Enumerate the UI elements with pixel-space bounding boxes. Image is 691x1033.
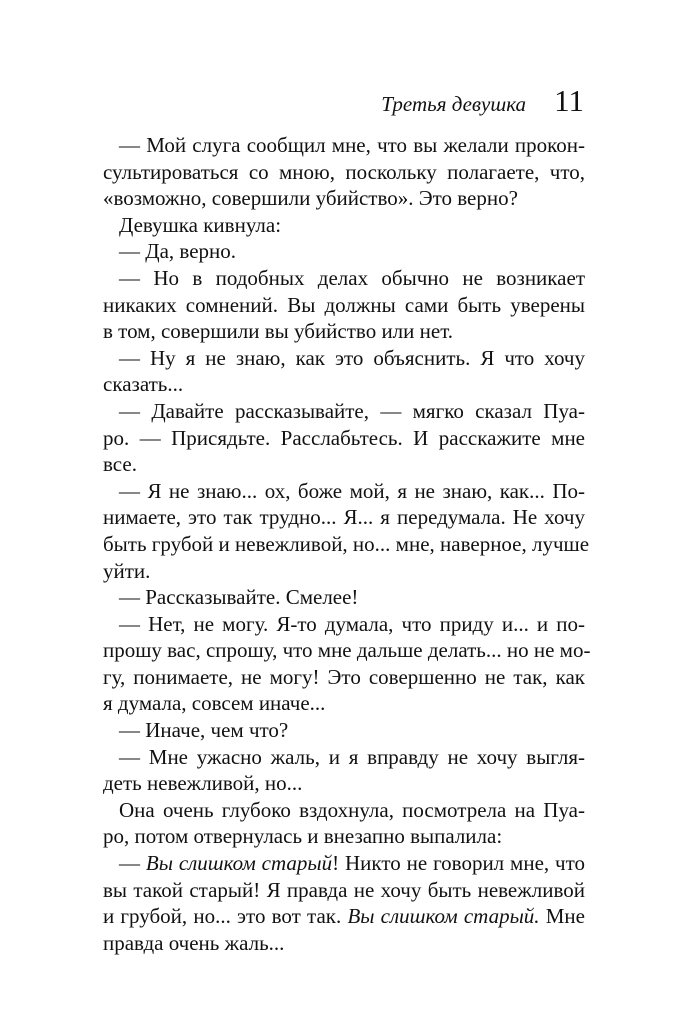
paragraph [103,132,585,212]
paragraph [103,212,585,239]
text-line: — Рассказывайте. Смелее! [119,585,359,610]
paragraph [103,611,591,717]
text-line: — Я не знаю... ох, боже мой, я не знаю, как... По- [119,478,585,503]
text-line: Она очень глубоко вздохнула, посмотрела на Пуа- [119,797,585,822]
text-line: Девушка кивнула: [119,212,282,237]
text-line: ро, потом отвернулась и внезапно выпалила: [103,824,503,849]
text-line: — Мне ужасно жаль, и я вправду не хочу выгля- [119,744,585,769]
text-line: правда очень жаль... [103,930,285,955]
text-line: прошу вас, спрошу, что мне дальше делать... но не мо- [103,638,591,663]
text-line: — Иначе, чем что? [119,718,289,743]
text-line: — Давайте рассказывайте, — мягко сказал Пуа- [119,398,585,423]
text-line: вы такой старый! Я правда не хочу быть невежливой [103,877,585,902]
text-line: все. [103,452,137,477]
paragraph-final [103,850,585,956]
text-line: — Нет, не могу. Я-то думала, что приду и... и по- [119,611,585,636]
text-line: сультироваться со мною, поскольку полагаете, что, [103,159,585,184]
text-line: — Да, верно. [119,239,236,264]
paragraph [103,584,585,611]
text-line: — Ну я не знаю, как это объяснить. Я что хочу [119,345,585,370]
italic-phrase: Вы слишком старый [145,851,333,876]
text-line: — Мой слуга сообщил мне, что вы желали прокон- [119,133,585,157]
book-title: Третья девушка [381,92,526,116]
text-line: деть невежливой, но... [103,771,303,796]
text-line: быть грубой и невежливой, но... мне, наверное, лучше [103,531,590,556]
text-line: сказать... [103,372,184,397]
text-line: ро. — Присядьте. Расслабьтесь. И расскажите мне [103,425,585,450]
paragraph [103,398,585,478]
paragraph [103,345,585,398]
text-line: в том, совершили вы убийство или нет. [103,319,454,344]
dash: — [119,851,146,876]
text-line: я думала, совсем иначе... [103,691,326,716]
paragraph [103,238,585,265]
paragraph [103,717,585,744]
running-header [104,84,584,122]
text-run: ! Никто не говорил мне, что [332,851,585,876]
paragraph [103,797,585,850]
paragraph [103,265,585,345]
text-line: никаких сомнений. Вы должны сами быть уверены [103,292,585,317]
text-line [103,903,585,930]
paragraph [103,478,590,584]
text-line: — Но в подобных делах обычно не возникает [119,265,585,290]
page-number: 11 [554,83,584,118]
text-line: гу, понимаете, не могу! Это совершенно не так, как [103,664,585,689]
text-line: нимаете, это так трудно... Я... я передумала. Не хочу [103,505,585,530]
text-line: уйти. [103,558,151,583]
text-line: «возможно, совершили убийство». Это верно? [103,186,518,211]
text-run: и грубой, но... это вот так. [103,904,348,929]
paragraph [103,744,585,797]
text-run: Мне [539,904,585,929]
text-body [103,132,591,956]
italic-phrase: Вы слишком старый. [347,904,540,929]
text-line [103,850,585,877]
